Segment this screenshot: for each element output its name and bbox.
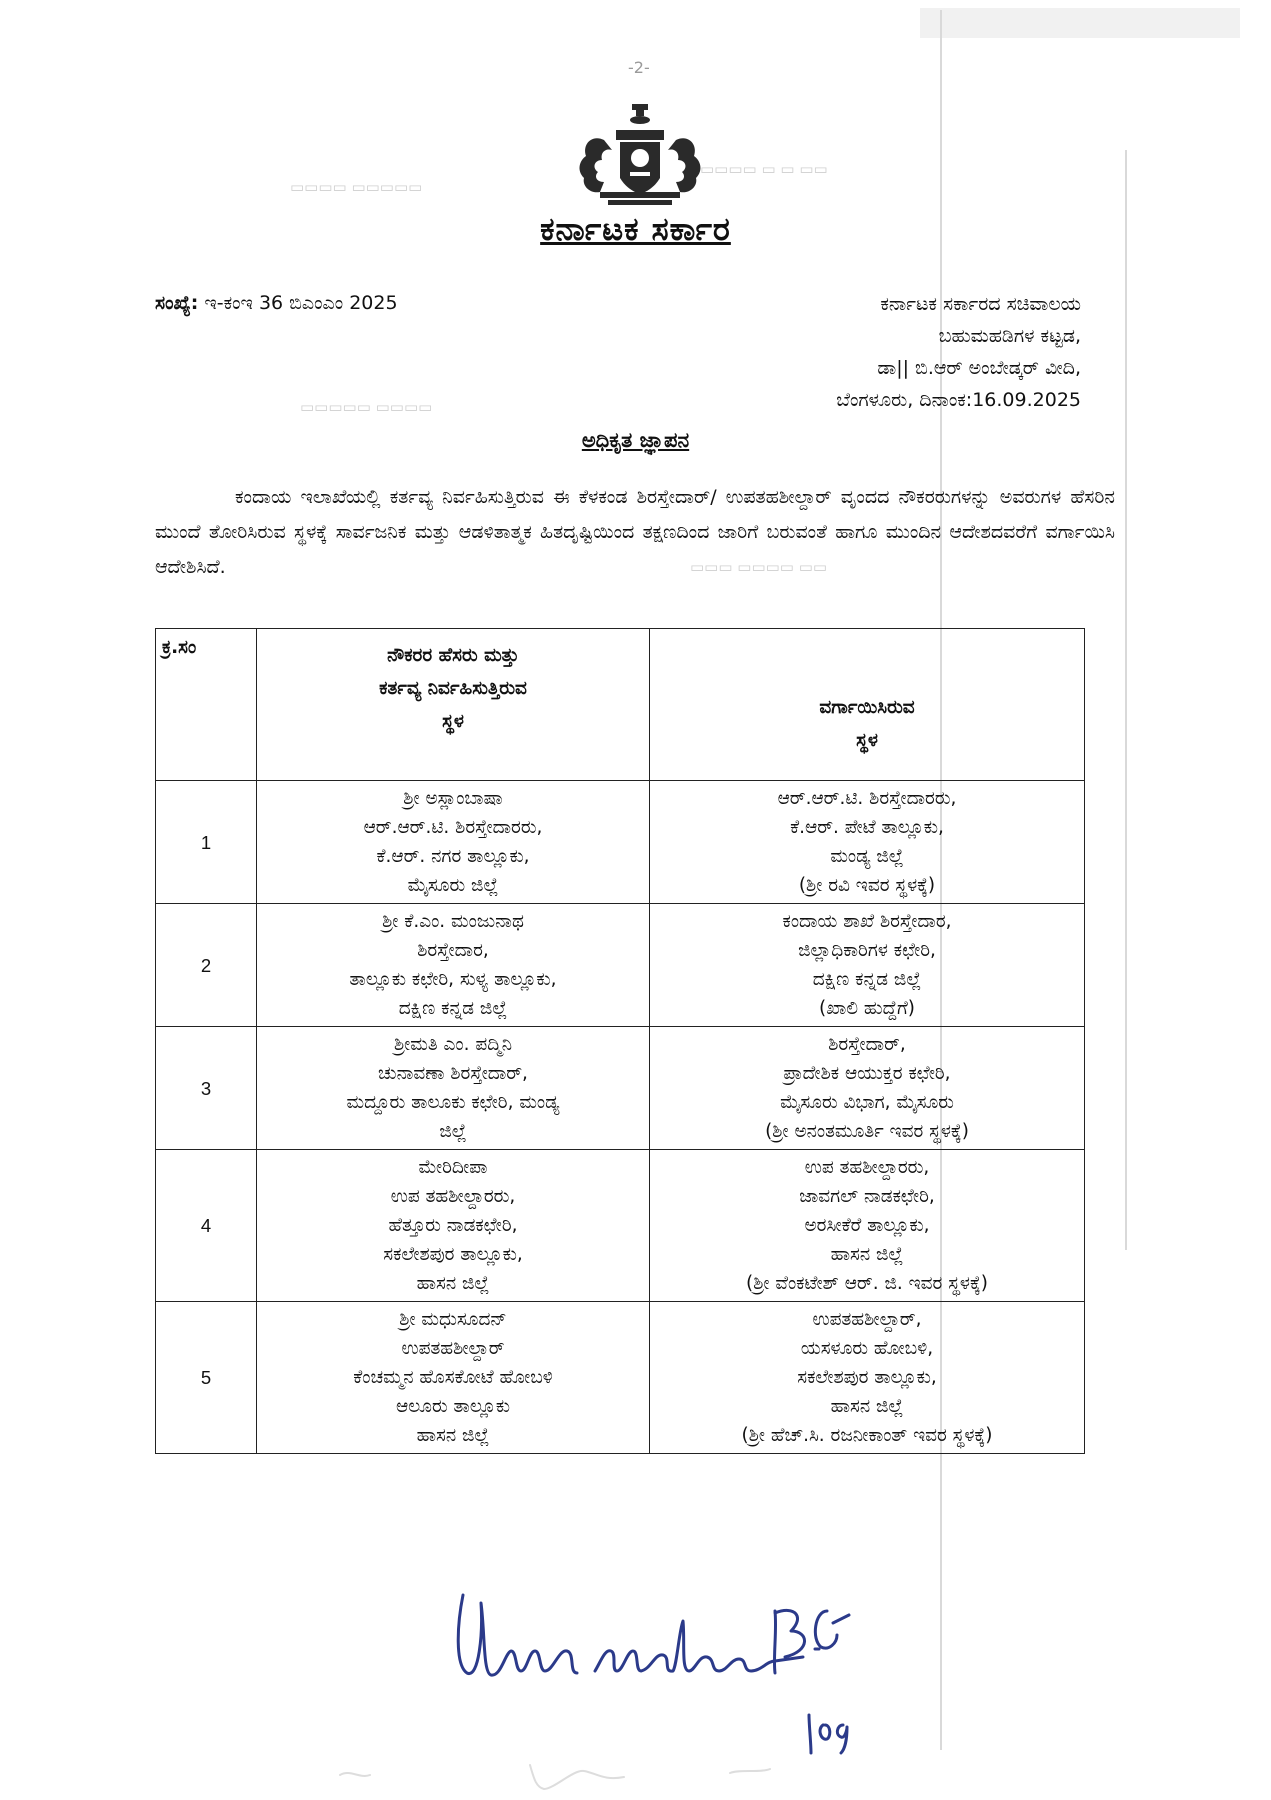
header-serial-number: ಕ್ರ.ಸಂ xyxy=(156,629,257,781)
posting-line: ಹಾಸನ ಜಿಲ್ಲೆ xyxy=(830,1244,904,1265)
table-row xyxy=(156,1150,1085,1302)
posting-line: ಪ್ರಾದೇಶಿಕ ಆಯುಕ್ತರ ಕಛೇರಿ, xyxy=(783,1063,951,1084)
bleed-through-text: ▭▭▭▭ ▭ ▭ ▭▭ xyxy=(700,160,828,178)
address-line: ಕರ್ನಾಟಕ ಸರ್ಕಾರದ ಸಚಿವಾಲಯ xyxy=(880,293,1081,315)
serial-number-cell: 5 xyxy=(156,1302,257,1454)
table-row xyxy=(156,1027,1085,1150)
state-emblem-icon xyxy=(560,100,720,210)
faint-bleed-signature xyxy=(330,1745,850,1795)
posting-line: ಸಕಲೇಶಪುರ ತಾಲ್ಲೂಕು, xyxy=(797,1367,937,1388)
address-date-line: ಬೆಂಗಳೂರು, ದಿನಾಂಕ:16.09.2025 xyxy=(836,389,1081,411)
posting-line: ಹಾಸನ ಜಿಲ್ಲೆ xyxy=(830,1396,904,1417)
bleed-through-line xyxy=(1125,150,1127,1250)
posting-line: ಕಂದಾಯ ಶಾಖೆ ಶಿರಸ್ತೇದಾರ, xyxy=(782,911,952,932)
government-title: ಕರ್ನಾಟಕ ಸರ್ಕಾರ xyxy=(540,210,731,248)
employee-cell xyxy=(257,781,650,904)
employee-line: ಶ್ರೀ ಮಧುಸೂದನ್ xyxy=(399,1309,507,1330)
posting-cell xyxy=(650,1302,1085,1454)
employee-line: ಶ್ರೀ ಕೆ.ಎಂ. ಮಂಜುನಾಥ xyxy=(382,911,524,932)
reference-number: ಸಂಖ್ಯೆ: ಇ-ಕಂಇ 36 ಬಿಎಂಎಂ 2025 xyxy=(155,292,398,314)
employee-line: ಹಾಸನ ಜಿಲ್ಲೆ xyxy=(416,1273,490,1294)
posting-line: ಶಿರಸ್ತೇದಾರ್, xyxy=(828,1034,906,1055)
posting-line: ಉಪತಹಶೀಲ್ದಾರ್, xyxy=(812,1309,922,1330)
serial-number-cell: 3 xyxy=(156,1027,257,1150)
posting-line: (ಖಾಲಿ ಹುದ್ದೆಗೆ) xyxy=(819,998,915,1019)
address-line: ಡಾ|| ಬಿ.ಆರ್ ಅಂಬೇಡ್ಕರ್ ವೀದಿ, xyxy=(877,357,1081,379)
posting-cell xyxy=(650,904,1085,1027)
serial-number-cell: 2 xyxy=(156,904,257,1027)
bleed-through-text: ▭▭▭ ▭▭▭▭ ▭▭ xyxy=(690,558,828,576)
posting-cell xyxy=(650,1150,1085,1302)
posting-line: ಮೈಸೂರು ವಿಭಾಗ, ಮೈಸೂರು xyxy=(780,1092,954,1113)
header-posting: ವರ್ಗಾಯಿಸಿರುವ ಸ್ಥಳ xyxy=(650,629,1085,781)
table-row xyxy=(156,781,1085,904)
employee-line: ಆರ್.ಆರ್.ಟಿ. ಶಿರಸ್ತೇದಾರರು, xyxy=(363,817,543,838)
posting-line: (ಶ್ರೀ ವೆಂಕಟೇಶ್ ಆರ್. ಜಿ. ಇವರ ಸ್ಥಳಕ್ಕೆ) xyxy=(745,1273,988,1294)
employee-line: ಹೆತ್ತೂರು ನಾಡಕಛೇರಿ, xyxy=(388,1215,518,1236)
posting-line: ಯಸಳೂರು ಹೋಬಳಿ, xyxy=(800,1338,934,1359)
employee-line: ಹಾಸನ ಜಿಲ್ಲೆ xyxy=(416,1425,490,1446)
posting-line: ಜಿಲ್ಲಾಧಿಕಾರಿಗಳ ಕಛೇರಿ, xyxy=(798,940,936,961)
serial-number-cell: 1 xyxy=(156,781,257,904)
memo-heading: ಅಧಿಕೃತ ಜ್ಞಾಪನ xyxy=(581,428,690,452)
employee-line: ಜಿಲ್ಲೆ xyxy=(439,1121,467,1142)
bleed-through-text: ▭▭▭▭ ▭▭▭▭▭ xyxy=(290,178,423,196)
posting-line: ಅರಸೀಕೆರೆ ತಾಲ್ಲೂಕು, xyxy=(804,1215,930,1236)
employee-line: ತಾಲ್ಲೂಕು ಕಛೇರಿ, ಸುಳ್ಯ ತಾಲ್ಲೂಕು, xyxy=(349,969,557,990)
employee-cell xyxy=(257,904,650,1027)
posting-line: ಉಪ ತಹಶೀಲ್ದಾರರು, xyxy=(804,1157,930,1178)
memo-body: ಕಂದಾಯ ಇಲಾಖೆಯಲ್ಲಿ ಕರ್ತವ್ಯ ನಿರ್ವಹಿಸುತ್ತಿರುವ ಈ ಕೆಳಕಂಡ ಶಿರಸ್ತೇದಾರ್/ ಉಪತಹಶೀಲ್ದಾರ್ ವೃಂದದ ನೌಕರರುಗಳನ್ನು ಅವರುಗಳ ಹೆಸರಿನ ಮುಂದೆ ತೋರಿಸಿರುವ ಸ್ಥಳಕ್ಕೆ ಸಾರ್ವಜನಿಕ ಮತ್ತು ಆಡಳಿತಾತ್ಮಕ ಹಿತದೃಷ್ಟಿಯಿಂದ ತಕ್ಷಣದಿಂದ ಜಾರಿಗೆ ಬರುವಂತೆ ಹಾಗೂ ಮುಂದಿನ ಆದೇಶದವರೆಗೆ ವರ್ಗಾಯಿಸಿ ಆದೇಶಿಸಿದೆ. xyxy=(155,486,1115,578)
employee-line: ಶಿರಸ್ತೇದಾರ, xyxy=(417,940,489,961)
employee-cell xyxy=(257,1027,650,1150)
posting-line: ಆರ್.ಆರ್.ಟಿ. ಶಿರಸ್ತೇದಾರರು, xyxy=(777,788,957,809)
employee-cell xyxy=(257,1150,650,1302)
posting-cell xyxy=(650,781,1085,904)
transfer-table xyxy=(155,628,1085,1454)
table-row xyxy=(156,1302,1085,1454)
employee-cell xyxy=(257,1302,650,1454)
posting-line: (ಶ್ರೀ ಅನಂತಮೂರ್ತಿ ಇವರ ಸ್ಥಳಕ್ಕೆ) xyxy=(765,1121,969,1142)
address-line: ಬಹುಮಹಡಿಗಳ ಕಟ್ಟಡ, xyxy=(938,325,1081,347)
scan-smudge xyxy=(920,8,1240,38)
posting-line: (ಶ್ರೀ ರವಿ ಇವರ ಸ್ಥಳಕ್ಕೆ) xyxy=(798,875,936,896)
employee-line: ಕೆ.ಆರ್. ನಗರ ತಾಲ್ಲೂಕು, xyxy=(376,846,530,867)
page-number: -2- xyxy=(628,58,650,77)
posting-line: ಜಾವಗಲ್ ನಾಡಕಛೇರಿ, xyxy=(799,1186,935,1207)
employee-line: ಮೈಸೂರು ಜಿಲ್ಲೆ xyxy=(407,875,499,896)
employee-line: ಕೆಂಚಮ್ಮನ ಹೊಸಕೋಟೆ ಹೋಬಳಿ xyxy=(353,1367,553,1388)
employee-line: ಆಲೂರು ತಾಲ್ಲೂಕು xyxy=(395,1396,511,1417)
employee-line: ಉಪ ತಹಶೀಲ್ದಾರರು, xyxy=(390,1186,516,1207)
posting-line: ದಕ್ಷಿಣ ಕನ್ನಡ ಜಿಲ್ಲೆ xyxy=(812,969,922,990)
posting-line: ಕೆ.ಆರ್. ಪೇಟೆ ತಾಲ್ಲೂಕು, xyxy=(790,817,944,838)
employee-line: ಮೇರಿದೀಪಾ xyxy=(418,1157,488,1178)
table-header-row xyxy=(156,629,1085,781)
signature xyxy=(455,1575,955,1755)
employee-line: ಉಪತಹಶೀಲ್ದಾರ್ xyxy=(401,1338,505,1359)
employee-line: ಶ್ರೀ ಅಸ್ಲಾಂಬಾಷಾ xyxy=(403,788,503,809)
employee-line: ಮದ್ದೂರು ತಾಲೂಕು ಕಛೇರಿ, ಮಂಡ್ಯ xyxy=(346,1092,560,1113)
employee-line: ಶ್ರೀಮತಿ ಎಂ. ಪದ್ಮಿನಿ xyxy=(393,1034,512,1055)
posting-cell xyxy=(650,1027,1085,1150)
employee-line: ಸಕಲೇಶಪುರ ತಾಲ್ಲೂಕು, xyxy=(383,1244,523,1265)
header-employee: ನೌಕರರ ಹೆಸರು ಮತ್ತು ಕರ್ತವ್ಯ ನಿರ್ವಹಿಸುತ್ತಿರುವ ಸ್ಥಳ xyxy=(257,629,650,781)
table-row xyxy=(156,904,1085,1027)
employee-line: ಚುನಾವಣಾ ಶಿರಸ್ತೇದಾರ್, xyxy=(378,1063,528,1084)
employee-line: ದಕ್ಷಿಣ ಕನ್ನಡ ಜಿಲ್ಲೆ xyxy=(398,998,508,1019)
posting-line: (ಶ್ರೀ ಹೆಚ್.ಸಿ. ರಜನೀಕಾಂತ್ ಇವರ ಸ್ಥಳಕ್ಕೆ) xyxy=(741,1425,993,1446)
office-address xyxy=(836,288,1081,416)
svg-text:Uma mahesh B.G: Uma mahesh B.G xyxy=(455,1575,464,1576)
posting-line: ಮಂಡ್ಯ ಜಿಲ್ಲೆ xyxy=(830,846,904,867)
serial-number-cell: 4 xyxy=(156,1150,257,1302)
bleed-through-text: ▭▭▭▭▭ ▭▭▭▭ xyxy=(300,398,433,416)
